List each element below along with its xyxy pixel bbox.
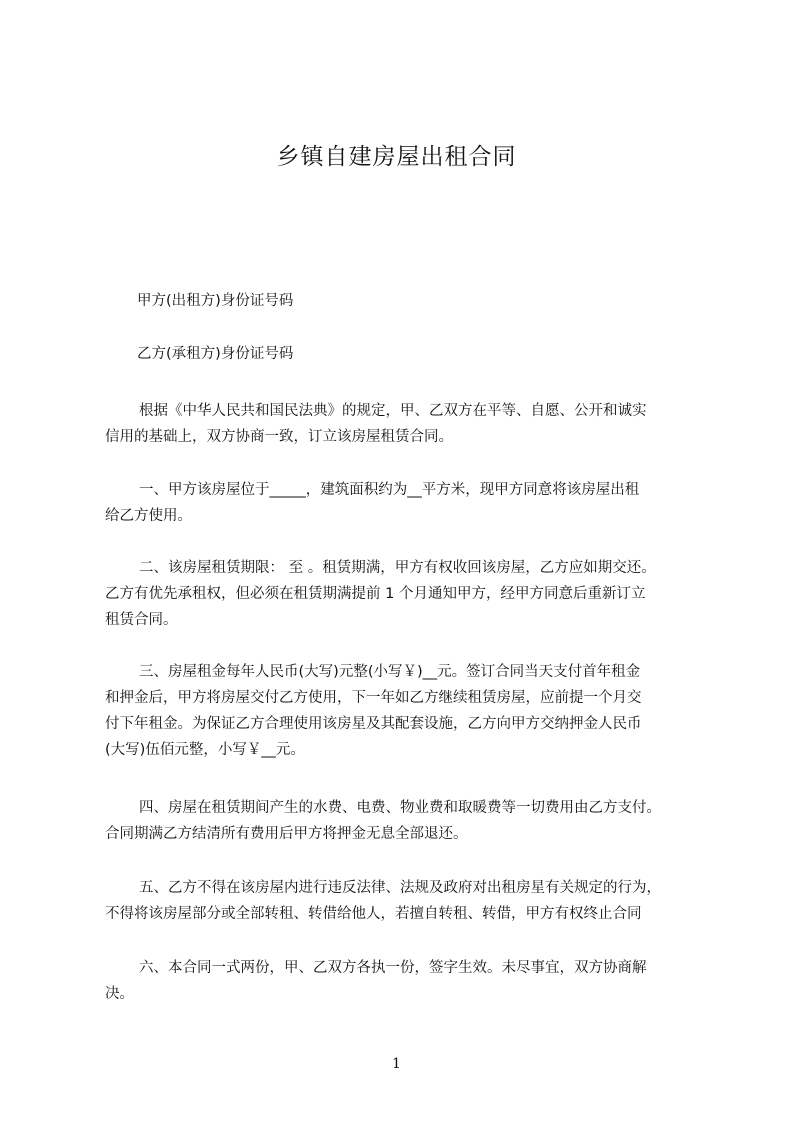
paragraph-line: 六、本合同一式两份，甲、乙双方各执一份，签字生效。未尽事宜，双方协商解 xyxy=(139,960,647,976)
paragraph-preamble xyxy=(105,398,721,450)
clause-1-location xyxy=(105,477,721,529)
paragraph-line: 二、该房屋租赁期限： 至 。租赁期满，甲方有权收回该房屋，乙方应如期交还。 xyxy=(139,560,656,576)
clause-2-term xyxy=(105,555,721,633)
paragraph-line: 决。 xyxy=(105,986,134,1002)
paragraph-line: 乙方有优先承租权，但必须在租赁期满提前 1 个月通知甲方，经甲方同意后重新订立 xyxy=(105,586,646,602)
paragraph-line: 不得将该房屋部分或全部转租、转借给他人，若擅自转租、转借，甲方有权终止合同 xyxy=(105,906,642,922)
clause-3-rent xyxy=(105,659,721,763)
page-number: 1 xyxy=(392,1056,401,1072)
clause-4-fees xyxy=(105,795,721,847)
paragraph-line: 付下年租金。为保证乙方合理使用该房星及其配套设施，乙方向甲方交纳押金人民币 xyxy=(105,716,642,732)
clause-5-restrictions xyxy=(105,875,721,927)
paragraph-line: 三、房屋租金每年人民币(大写)元整(小写￥)__元。签订合同当天支付首年租金 xyxy=(139,664,641,680)
clause-6-copies xyxy=(105,955,721,1007)
paragraph-line: 五、乙方不得在该房屋内进行违反法律、法规及政府对出租房星有关规定的行为， xyxy=(139,880,661,896)
paragraph-line: 和押金后，甲方将房屋交付乙方使用，下一年如乙方继续租赁房屋，应前提一个月交 xyxy=(105,690,642,706)
paragraph-line: 给乙方使用。 xyxy=(105,508,192,524)
document-title: 乡镇自建房屋出租合同 xyxy=(276,144,517,170)
paragraph-line: 合同期满乙方结清所有费用后甲方将押金无息全部退还。 xyxy=(105,826,468,842)
paragraph-line: 租赁合同。 xyxy=(105,612,178,628)
paragraph-line: 信用的基础上，双方协商一致，订立该房屋租赁合同。 xyxy=(105,429,453,445)
party-a-line: 甲方(出租方)身份证号码 xyxy=(137,293,294,309)
paragraph-line: (大写)伍佰元整，小写￥__元。 xyxy=(105,742,305,758)
paragraph-line: 根据《中华人民共和国民法典》的规定，甲、乙双方在平等、自愿、公开和诚实 xyxy=(139,403,647,419)
paragraph-line: 四、房屋在租赁期间产生的水费、电费、物业费和取暖费等一切费用由乙方支付。 xyxy=(139,800,661,816)
paragraph-line: 一、甲方该房屋位于_____，建筑面积约为__平方米，现甲方同意将该房屋出租 xyxy=(139,482,640,498)
party-b-line: 乙方(承租方)身份证号码 xyxy=(137,346,294,362)
